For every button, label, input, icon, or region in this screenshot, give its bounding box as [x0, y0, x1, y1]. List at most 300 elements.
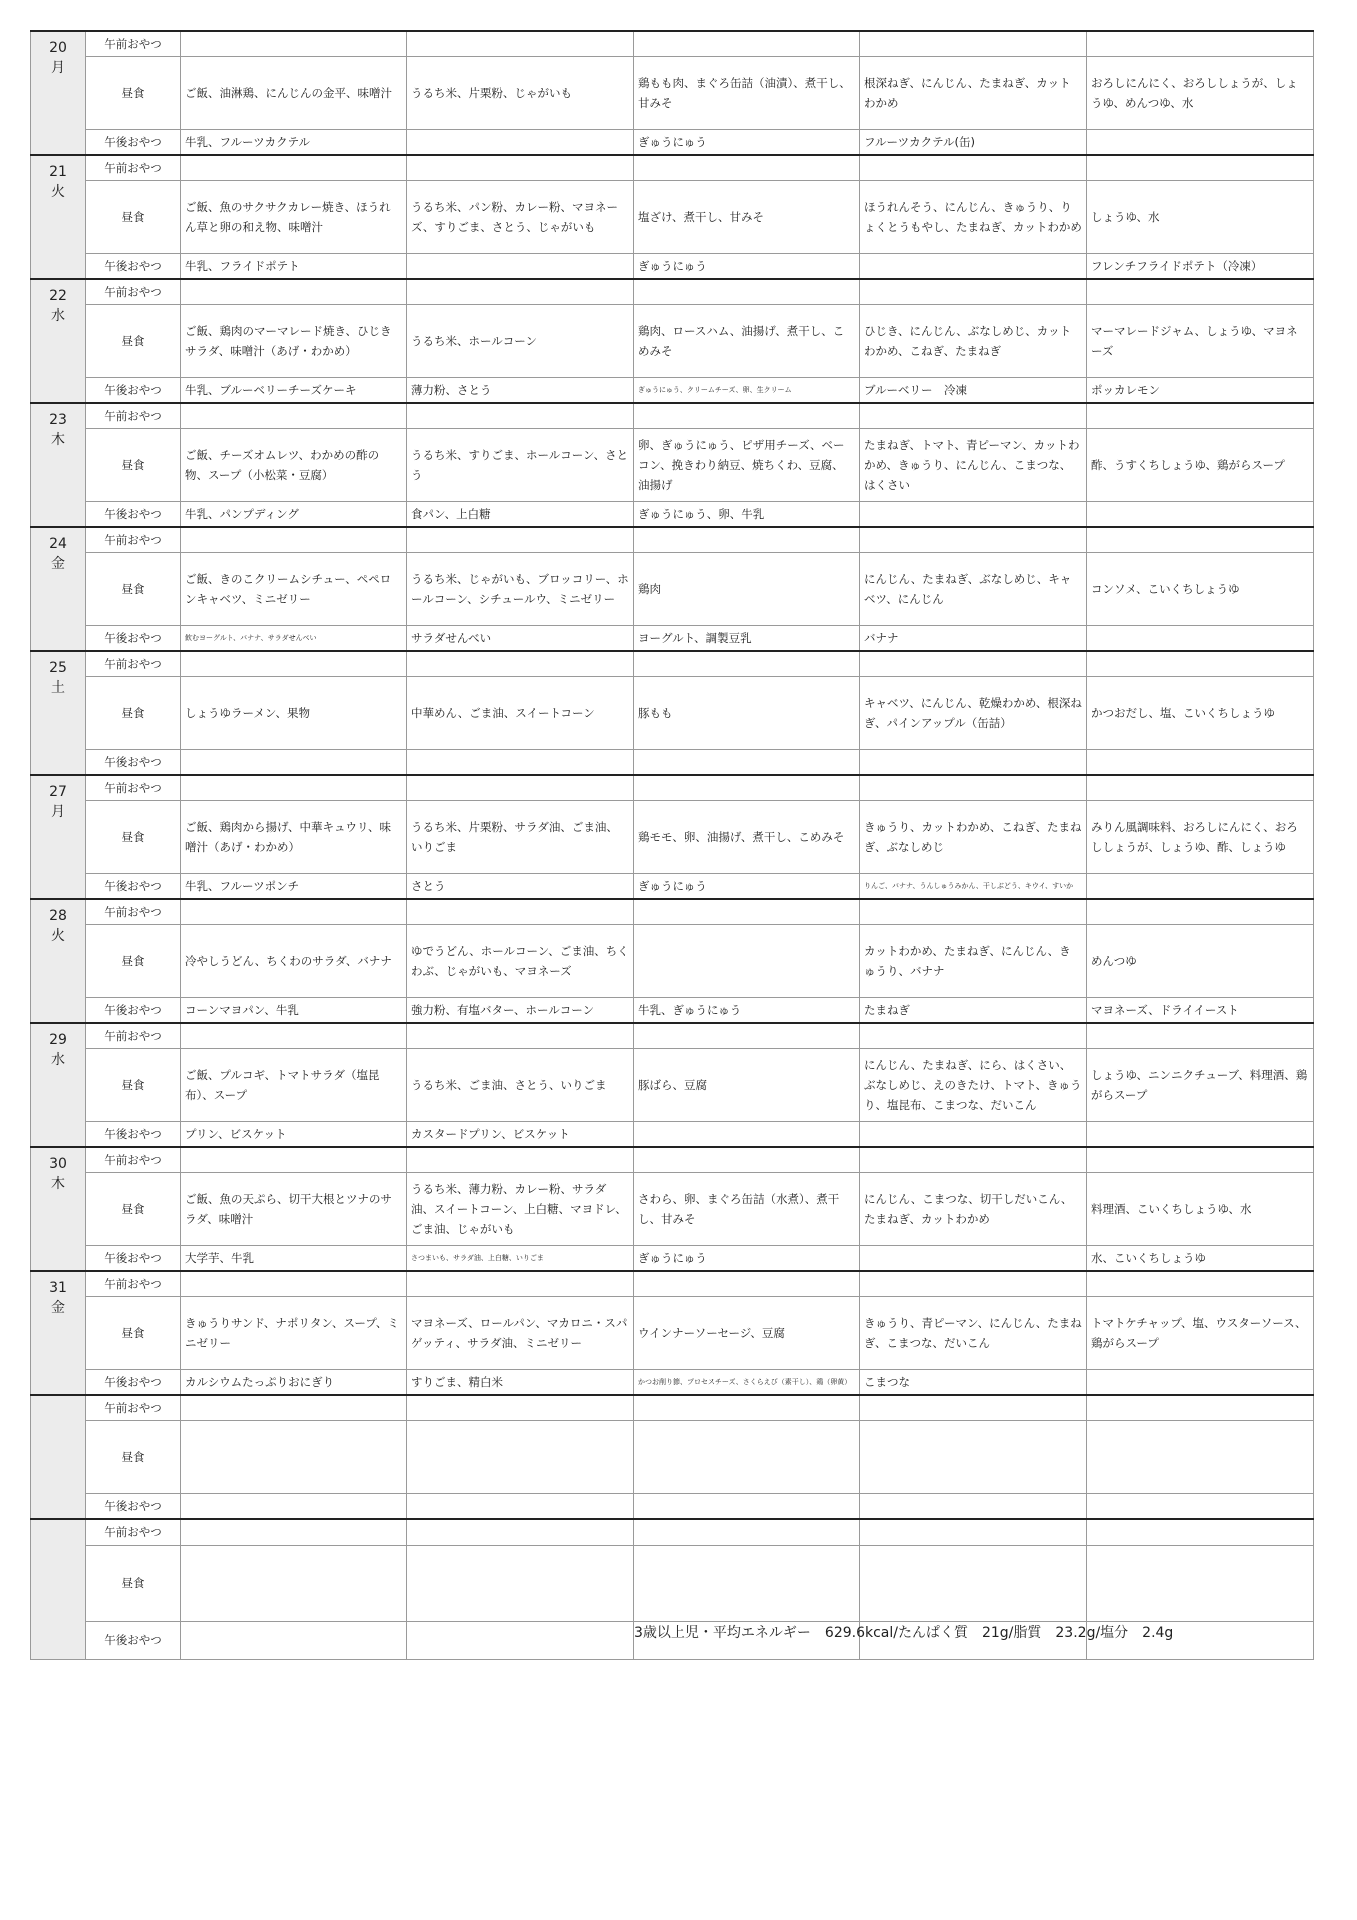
menu-row-pm	[31, 1246, 1314, 1272]
menu-cell	[634, 1147, 860, 1173]
meal-label: 昼食	[86, 429, 181, 502]
day-weekday: 土	[51, 680, 65, 696]
menu-cell: 牛乳、フルーツカクテル	[181, 130, 407, 156]
menu-cell	[634, 279, 860, 305]
menu-cell	[407, 403, 634, 429]
menu-row-am	[31, 31, 1314, 57]
menu-row-am	[31, 775, 1314, 801]
menu-cell: 豚ばら、豆腐	[634, 1049, 860, 1122]
day-date: 31	[49, 1280, 67, 1296]
menu-cell: かつお削り節、プロセスチーズ、さくらえび（素干し）、鶏（卵黄）	[634, 1370, 860, 1396]
day-date: 28	[49, 908, 67, 924]
menu-cell: ぎゅうにゅう	[634, 1246, 860, 1272]
menu-row-am	[31, 527, 1314, 553]
meal-label: 午前おやつ	[86, 403, 181, 429]
menu-cell	[634, 1519, 860, 1545]
menu-cell	[1087, 155, 1314, 181]
menu-cell	[181, 651, 407, 677]
menu-cell: 塩ざけ、煮干し、甘みそ	[634, 181, 860, 254]
menu-cell: りんご、バナナ、うんしゅうみかん、干しぶどう、キウイ、すいか	[860, 874, 1087, 900]
menu-cell	[860, 750, 1087, 776]
menu-row-lunch	[31, 181, 1314, 254]
menu-cell	[407, 1271, 634, 1297]
nutrition-summary: 3歳以上児・平均エネルギー 629.6kcal/たんぱく質 21g/脂質 23.2g/塩分 2.4g	[634, 1625, 1174, 1641]
menu-cell	[860, 1147, 1087, 1173]
day-cell	[31, 1147, 86, 1271]
menu-cell	[1087, 1395, 1314, 1421]
menu-cell	[407, 1421, 634, 1494]
menu-row-pm	[31, 130, 1314, 156]
meal-label: 午後おやつ	[86, 254, 181, 280]
menu-cell	[634, 1395, 860, 1421]
day-weekday: 木	[51, 432, 65, 448]
menu-cell	[860, 1395, 1087, 1421]
meal-label: 午前おやつ	[86, 775, 181, 801]
day-date: 25	[49, 660, 67, 676]
menu-cell: 中華めん、ごま油、スイートコーン	[407, 677, 634, 750]
menu-cell: ご飯、鶏肉から揚げ、中華キュウリ、味噌汁（あげ・わかめ）	[181, 801, 407, 874]
menu-cell	[860, 1421, 1087, 1494]
menu-cell: 薄力粉、さとう	[407, 378, 634, 404]
menu-cell	[407, 899, 634, 925]
menu-cell	[181, 403, 407, 429]
menu-cell	[407, 1494, 634, 1520]
menu-row-pm	[31, 626, 1314, 652]
menu-cell: みりん風調味料、おろしにんにく、おろししょうが、しょうゆ、酢、しょうゆ	[1087, 801, 1314, 874]
menu-row-pm	[31, 998, 1314, 1024]
menu-cell	[1087, 279, 1314, 305]
meal-label: 午後おやつ	[86, 378, 181, 404]
menu-cell: ぎゅうにゅう	[634, 874, 860, 900]
menu-row-pm	[31, 1370, 1314, 1396]
menu-cell	[181, 1494, 407, 1520]
meal-label: 昼食	[86, 1297, 181, 1370]
menu-cell: 牛乳、フルーツポンチ	[181, 874, 407, 900]
menu-cell	[407, 527, 634, 553]
menu-cell: うるち米、薄力粉、カレー粉、サラダ油、スイートコーン、上白糖、マヨドレ、ごま油、じゃがいも	[407, 1173, 634, 1246]
menu-cell: ご飯、チーズオムレツ、わかめの酢の物、スープ（小松菜・豆腐）	[181, 429, 407, 502]
menu-cell: ご飯、きのこクリームシチュー、ペペロンキャベツ、ミニゼリー	[181, 553, 407, 626]
menu-cell: 牛乳、ぎゅうにゅう	[634, 998, 860, 1024]
menu-cell	[407, 254, 634, 280]
menu-cell	[1087, 1519, 1314, 1545]
menu-cell	[407, 1147, 634, 1173]
meal-label: 昼食	[86, 553, 181, 626]
menu-cell	[407, 130, 634, 156]
menu-cell	[1087, 1122, 1314, 1148]
meal-label: 午後おやつ	[86, 1494, 181, 1520]
menu-cell: しょうゆラーメン、果物	[181, 677, 407, 750]
menu-cell	[634, 31, 860, 57]
menu-cell: カルシウムたっぷりおにぎり	[181, 1370, 407, 1396]
menu-cell	[181, 1621, 407, 1659]
menu-cell	[1087, 1147, 1314, 1173]
menu-cell	[634, 1494, 860, 1520]
day-weekday: 月	[51, 60, 65, 76]
meal-label: 昼食	[86, 1173, 181, 1246]
menu-row-pm	[31, 1494, 1314, 1520]
menu-cell	[407, 1023, 634, 1049]
menu-row-pm	[31, 502, 1314, 528]
menu-cell: さわら、卵、まぐろ缶詰（水煮）、煮干し、甘みそ	[634, 1173, 860, 1246]
menu-cell: うるち米、ごま油、さとう、いりごま	[407, 1049, 634, 1122]
menu-cell: おろしにんにく、おろししょうが、しょうゆ、めんつゆ、水	[1087, 57, 1314, 130]
menu-cell	[860, 254, 1087, 280]
menu-cell: こまつな	[860, 1370, 1087, 1396]
meal-label: 午前おやつ	[86, 651, 181, 677]
menu-row-pm	[31, 1122, 1314, 1148]
meal-label: 昼食	[86, 801, 181, 874]
menu-cell	[634, 1421, 860, 1494]
menu-cell: ご飯、鶏肉のマーマレード焼き、ひじきサラダ、味噌汁（あげ・わかめ）	[181, 305, 407, 378]
menu-cell	[1087, 502, 1314, 528]
menu-cell: たまねぎ	[860, 998, 1087, 1024]
day-weekday: 金	[51, 556, 65, 572]
day-date: 30	[49, 1156, 67, 1172]
meal-label: 午後おやつ	[86, 874, 181, 900]
menu-cell	[1087, 1421, 1314, 1494]
menu-cell: コンソメ、こいくちしょうゆ	[1087, 553, 1314, 626]
menu-cell	[181, 31, 407, 57]
menu-cell	[407, 1545, 634, 1621]
menu-cell	[860, 403, 1087, 429]
menu-cell: すりごま、精白米	[407, 1370, 634, 1396]
meal-label: 午後おやつ	[86, 998, 181, 1024]
menu-row-lunch	[31, 801, 1314, 874]
menu-cell: 卵、ぎゅうにゅう、ピザ用チーズ、ベーコン、挽きわり納豆、焼ちくわ、豆腐、油揚げ	[634, 429, 860, 502]
menu-cell: ウインナーソーセージ、豆腐	[634, 1297, 860, 1370]
meal-label: 午前おやつ	[86, 1395, 181, 1421]
menu-cell: キャベツ、にんじん、乾燥わかめ、根深ねぎ、パインアップル（缶詰）	[860, 677, 1087, 750]
day-cell	[31, 1023, 86, 1147]
menu-cell	[407, 31, 634, 57]
meal-label: 午前おやつ	[86, 1023, 181, 1049]
menu-cell: 根深ねぎ、にんじん、たまねぎ、カットわかめ	[860, 57, 1087, 130]
menu-cell	[407, 155, 634, 181]
menu-cell: コーンマヨパン、牛乳	[181, 998, 407, 1024]
day-date: 23	[49, 412, 67, 428]
menu-cell: うるち米、片栗粉、サラダ油、ごま油、いりごま	[407, 801, 634, 874]
menu-table	[30, 30, 1314, 1660]
menu-cell	[1087, 750, 1314, 776]
meal-label: 午後おやつ	[86, 626, 181, 652]
menu-cell	[1087, 651, 1314, 677]
menu-cell: サラダせんべい	[407, 626, 634, 652]
menu-row-lunch	[31, 1421, 1314, 1494]
meal-label: 午前おやつ	[86, 279, 181, 305]
menu-row-am	[31, 1395, 1314, 1421]
menu-cell: ブルーベリー 冷凍	[860, 378, 1087, 404]
menu-cell: 冷やしうどん、ちくわのサラダ、バナナ	[181, 925, 407, 998]
menu-cell	[634, 1545, 860, 1621]
menu-row-lunch	[31, 429, 1314, 502]
menu-cell: ゆでうどん、ホールコーン、ごま油、ちくわぶ、じゃがいも、マヨネーズ	[407, 925, 634, 998]
day-cell	[31, 403, 86, 527]
day-weekday: 木	[51, 1176, 65, 1192]
menu-row-pm	[31, 750, 1314, 776]
day-date: 20	[49, 40, 67, 56]
day-date: 27	[49, 784, 67, 800]
menu-row-pm	[31, 874, 1314, 900]
day-cell	[31, 31, 86, 155]
menu-cell	[860, 502, 1087, 528]
menu-cell	[1087, 1494, 1314, 1520]
day-date: 24	[49, 536, 67, 552]
menu-cell: ぎゅうにゅう、クリームチーズ、卵、生クリーム	[634, 378, 860, 404]
menu-cell: マーマレードジャム、しょうゆ、マヨネーズ	[1087, 305, 1314, 378]
menu-cell	[1087, 1545, 1314, 1621]
menu-cell: 牛乳、パンプディング	[181, 502, 407, 528]
menu-cell	[860, 1246, 1087, 1272]
menu-cell	[407, 1395, 634, 1421]
menu-row-am	[31, 279, 1314, 305]
menu-cell	[181, 1395, 407, 1421]
menu-cell	[860, 1271, 1087, 1297]
meal-label: 午前おやつ	[86, 1271, 181, 1297]
meal-label: 午前おやつ	[86, 1147, 181, 1173]
meal-label: 昼食	[86, 1545, 181, 1621]
day-date: 21	[49, 164, 67, 180]
day-date: 29	[49, 1032, 67, 1048]
menu-cell: うるち米、じゃがいも、ブロッコリー、ホールコーン、シチュールウ、ミニゼリー	[407, 553, 634, 626]
meal-label: 昼食	[86, 925, 181, 998]
menu-cell: 料理酒、こいくちしょうゆ、水	[1087, 1173, 1314, 1246]
day-cell	[31, 1395, 86, 1519]
meal-label: 午前おやつ	[86, 155, 181, 181]
day-cell	[31, 279, 86, 403]
menu-cell	[1087, 403, 1314, 429]
menu-cell	[1087, 31, 1314, 57]
menu-cell: 鶏モモ、卵、油揚げ、煮干し、こめみそ	[634, 801, 860, 874]
menu-cell	[634, 750, 860, 776]
menu-cell	[407, 279, 634, 305]
menu-cell: フレンチフライドポテト（冷凍）	[1087, 254, 1314, 280]
menu-cell: きゅうりサンド、ナポリタン、スープ、ミニゼリー	[181, 1297, 407, 1370]
meal-label: 午後おやつ	[86, 1370, 181, 1396]
menu-cell	[407, 750, 634, 776]
menu-cell: 酢、うすくちしょうゆ、鶏がらスープ	[1087, 429, 1314, 502]
menu-cell	[181, 1023, 407, 1049]
menu-cell: うるち米、ホールコーン	[407, 305, 634, 378]
menu-cell: たまねぎ、トマト、青ピーマン、カットわかめ、きゅうり、にんじん、こまつな、はくさい	[860, 429, 1087, 502]
menu-cell	[181, 1421, 407, 1494]
menu-cell	[181, 1519, 407, 1545]
menu-cell	[1087, 1271, 1314, 1297]
meal-label: 昼食	[86, 181, 181, 254]
menu-cell	[1087, 899, 1314, 925]
meal-label: 午前おやつ	[86, 31, 181, 57]
meal-label: 午前おやつ	[86, 899, 181, 925]
menu-cell: にんじん、たまねぎ、ぶなしめじ、キャベツ、にんじん	[860, 553, 1087, 626]
menu-cell: ご飯、魚の天ぷら、切干大根とツナのサラダ、味噌汁	[181, 1173, 407, 1246]
menu-cell	[181, 1147, 407, 1173]
meal-label: 昼食	[86, 57, 181, 130]
meal-label: 午前おやつ	[86, 527, 181, 553]
menu-cell: カットわかめ、たまねぎ、にんじん、きゅうり、バナナ	[860, 925, 1087, 998]
menu-cell	[634, 1122, 860, 1148]
menu-row-lunch	[31, 1297, 1314, 1370]
menu-cell: 牛乳、フライドポテト	[181, 254, 407, 280]
menu-cell: きゅうり、青ピーマン、にんじん、たまねぎ、こまつな、だいこん	[860, 1297, 1087, 1370]
menu-cell	[181, 1545, 407, 1621]
menu-cell	[634, 527, 860, 553]
meal-label: 午後おやつ	[86, 130, 181, 156]
menu-row-lunch	[31, 1545, 1314, 1621]
menu-cell: しょうゆ、ニンニクチューブ、料理酒、鶏がらスープ	[1087, 1049, 1314, 1122]
day-weekday: 火	[51, 928, 65, 944]
day-weekday: 月	[51, 804, 65, 820]
menu-cell	[181, 155, 407, 181]
day-cell	[31, 1519, 86, 1659]
menu-row-lunch	[31, 57, 1314, 130]
menu-cell	[860, 1494, 1087, 1520]
meal-label: 午後おやつ	[86, 1621, 181, 1659]
menu-cell: きゅうり、カットわかめ、こねぎ、たまねぎ、ぶなしめじ	[860, 801, 1087, 874]
day-cell	[31, 155, 86, 279]
menu-cell	[860, 1519, 1087, 1545]
menu-cell: 豚もも	[634, 677, 860, 750]
day-weekday: 金	[51, 1300, 65, 1316]
menu-cell	[634, 899, 860, 925]
day-cell	[31, 527, 86, 651]
menu-cell: さつまいも、サラダ油、上白糖、いりごま	[407, 1246, 634, 1272]
day-weekday: 水	[51, 308, 65, 324]
menu-cell	[634, 155, 860, 181]
menu-cell: ほうれんそう、にんじん、きゅうり、りょくとうもやし、たまねぎ、カットわかめ	[860, 181, 1087, 254]
day-cell	[31, 899, 86, 1023]
menu-cell	[1087, 775, 1314, 801]
menu-row-am	[31, 1023, 1314, 1049]
menu-cell	[1087, 527, 1314, 553]
menu-cell	[860, 1122, 1087, 1148]
meal-label: 午後おやつ	[86, 502, 181, 528]
menu-cell: 牛乳、ブルーベリーチーズケーキ	[181, 378, 407, 404]
menu-cell: バナナ	[860, 626, 1087, 652]
menu-row-am	[31, 403, 1314, 429]
day-cell	[31, 651, 86, 775]
meal-label: 午後おやつ	[86, 1246, 181, 1272]
meal-label: 昼食	[86, 1049, 181, 1122]
menu-cell: ご飯、プルコギ、トマトサラダ（塩昆布）、スープ	[181, 1049, 407, 1122]
menu-cell: 鶏肉	[634, 553, 860, 626]
menu-cell	[634, 651, 860, 677]
menu-cell	[860, 155, 1087, 181]
day-date: 22	[49, 288, 67, 304]
meal-label: 昼食	[86, 305, 181, 378]
menu-cell: ぎゅうにゅう	[634, 130, 860, 156]
menu-cell	[1087, 874, 1314, 900]
menu-cell	[1087, 130, 1314, 156]
menu-row-pm	[31, 378, 1314, 404]
menu-cell	[634, 925, 860, 998]
menu-cell: 鶏肉、ロースハム、油揚げ、煮干し、こめみそ	[634, 305, 860, 378]
menu-row-lunch	[31, 1049, 1314, 1122]
menu-cell	[634, 775, 860, 801]
menu-cell	[860, 279, 1087, 305]
menu-cell	[407, 651, 634, 677]
menu-cell: めんつゆ	[1087, 925, 1314, 998]
menu-cell	[860, 31, 1087, 57]
menu-cell: フルーツカクテル(缶)	[860, 130, 1087, 156]
menu-row-am	[31, 1519, 1314, 1545]
menu-cell: しょうゆ、水	[1087, 181, 1314, 254]
menu-cell	[181, 279, 407, 305]
menu-cell	[1087, 1370, 1314, 1396]
menu-cell	[407, 1519, 634, 1545]
menu-cell: ひじき、にんじん、ぶなしめじ、カットわかめ、こねぎ、たまねぎ	[860, 305, 1087, 378]
menu-row-am	[31, 899, 1314, 925]
menu-cell	[1087, 626, 1314, 652]
menu-cell: 強力粉、有塩バター、ホールコーン	[407, 998, 634, 1024]
menu-cell: ポッカレモン	[1087, 378, 1314, 404]
menu-cell	[860, 1545, 1087, 1621]
meal-label: 午前おやつ	[86, 1519, 181, 1545]
meal-label: 午後おやつ	[86, 1122, 181, 1148]
menu-cell	[860, 899, 1087, 925]
meal-label: 午後おやつ	[86, 750, 181, 776]
menu-cell: カスタードプリン、ビスケット	[407, 1122, 634, 1148]
menu-cell	[181, 527, 407, 553]
menu-cell: ヨーグルト、調製豆乳	[634, 626, 860, 652]
menu-cell: トマトケチャップ、塩、ウスターソース、鶏がらスープ	[1087, 1297, 1314, 1370]
menu-cell	[860, 1023, 1087, 1049]
menu-cell	[860, 775, 1087, 801]
menu-body	[31, 31, 1314, 1659]
menu-cell: 鶏もも肉、まぐろ缶詰（油漬）、煮干し、甘みそ	[634, 57, 860, 130]
menu-cell: ご飯、油淋鶏、にんじんの金平、味噌汁	[181, 57, 407, 130]
menu-cell: 飲むヨーグルト、バナナ、サラダせんべい	[181, 626, 407, 652]
meal-label: 昼食	[86, 677, 181, 750]
menu-cell: ご飯、魚のサクサクカレー焼き、ほうれん草と卵の和え物、味噌汁	[181, 181, 407, 254]
menu-cell: かつおだし、塩、こいくちしょうゆ	[1087, 677, 1314, 750]
menu-row-lunch	[31, 553, 1314, 626]
menu-cell: うるち米、すりごま、ホールコーン、さとう	[407, 429, 634, 502]
menu-cell	[181, 1271, 407, 1297]
day-weekday: 火	[51, 184, 65, 200]
menu-row-pm	[31, 254, 1314, 280]
menu-row-am	[31, 1147, 1314, 1173]
day-cell	[31, 775, 86, 899]
menu-cell	[181, 899, 407, 925]
menu-cell	[181, 750, 407, 776]
menu-cell: 水、こいくちしょうゆ	[1087, 1246, 1314, 1272]
menu-cell	[407, 775, 634, 801]
day-weekday: 水	[51, 1052, 65, 1068]
menu-row-lunch	[31, 677, 1314, 750]
menu-cell: マヨネーズ、ドライイースト	[1087, 998, 1314, 1024]
menu-cell: うるち米、片栗粉、じゃがいも	[407, 57, 634, 130]
menu-row-lunch	[31, 925, 1314, 998]
menu-row-lunch	[31, 305, 1314, 378]
menu-cell	[860, 651, 1087, 677]
menu-row-am	[31, 651, 1314, 677]
menu-row-lunch	[31, 1173, 1314, 1246]
day-cell	[31, 1271, 86, 1395]
menu-row-am	[31, 155, 1314, 181]
menu-cell: にんじん、こまつな、切干しだいこん、たまねぎ、カットわかめ	[860, 1173, 1087, 1246]
menu-cell: プリン、ビスケット	[181, 1122, 407, 1148]
menu-cell	[860, 527, 1087, 553]
menu-row-am	[31, 1271, 1314, 1297]
menu-cell	[634, 403, 860, 429]
menu-cell	[634, 1271, 860, 1297]
menu-cell: ぎゅうにゅう	[634, 254, 860, 280]
menu-cell: マヨネーズ、ロールパン、マカロニ・スパゲッティ、サラダ油、ミニゼリー	[407, 1297, 634, 1370]
menu-cell: ぎゅうにゅう、卵、牛乳	[634, 502, 860, 528]
menu-cell	[181, 775, 407, 801]
menu-cell: にんじん、たまねぎ、にら、はくさい、ぶなしめじ、えのきたけ、トマト、きゅうり、塩昆布、こまつな、だいこん	[860, 1049, 1087, 1122]
menu-cell: さとう	[407, 874, 634, 900]
